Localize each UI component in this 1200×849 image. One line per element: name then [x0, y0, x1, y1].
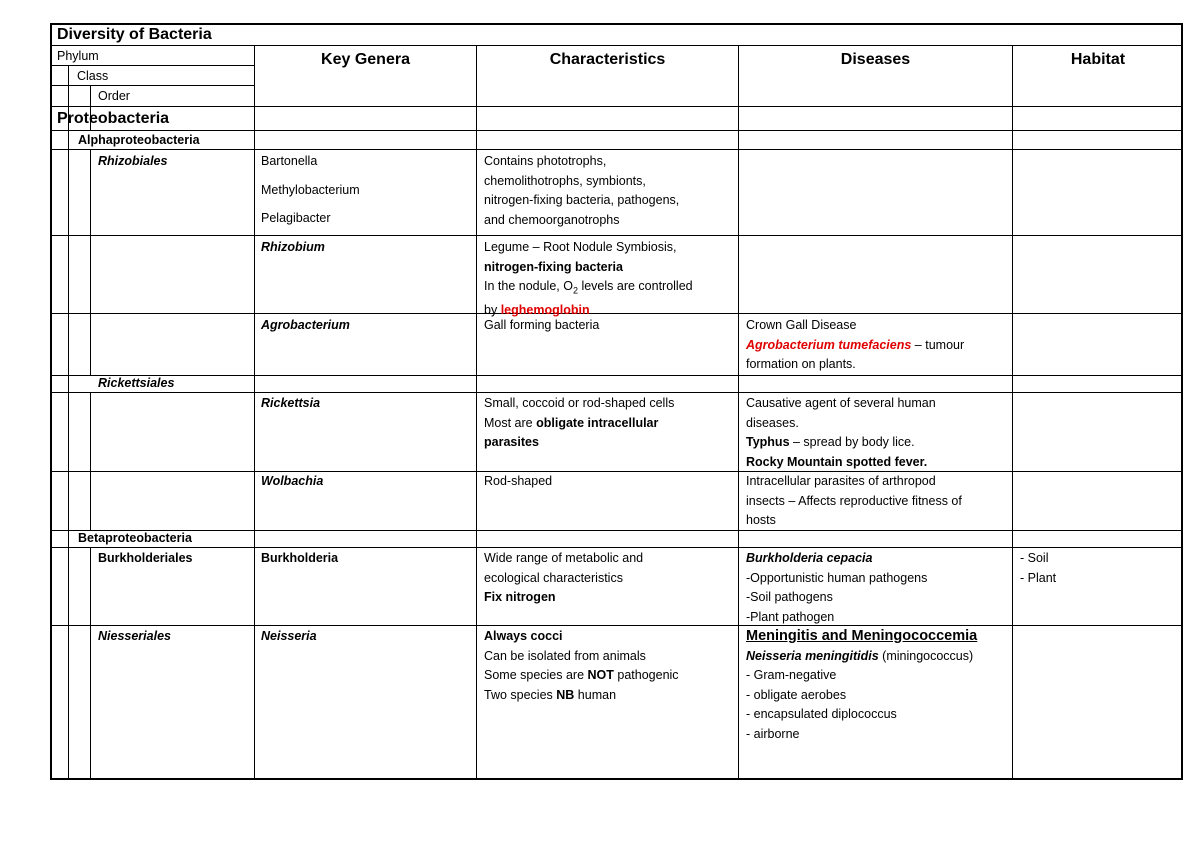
text-line: hosts	[746, 513, 776, 527]
text-line: diseases.	[746, 415, 799, 430]
disease-heading: Meningitis and Meningococcemia	[746, 628, 978, 644]
rule	[52, 106, 1183, 107]
rule	[52, 130, 1183, 131]
diseases-cell	[746, 472, 962, 531]
class-label: Betaproteobacteria	[78, 531, 192, 545]
text-line: ecological characteristics	[484, 570, 623, 585]
text-span: pathogenic	[613, 668, 679, 682]
text-span: levels are controlled	[577, 279, 693, 293]
class-label: Alphaproteobacteria	[78, 133, 200, 147]
rule	[52, 375, 1183, 376]
rule	[90, 392, 91, 531]
text-line: -Plant pathogen	[746, 609, 835, 624]
text-line: formation on plants.	[746, 357, 856, 371]
phylum-label: Proteobacteria	[57, 110, 170, 127]
text-span: NB	[556, 687, 575, 702]
characteristics-cell: Rod-shaped	[484, 474, 553, 488]
rule	[476, 45, 477, 780]
text-span: Two species	[484, 687, 557, 702]
text-line	[484, 686, 679, 706]
text-line: chemolithotrophs, symbionts,	[484, 173, 646, 188]
genus-name: Burkholderia	[261, 551, 339, 565]
text-line: and chemoorganotrophs	[484, 212, 620, 227]
text-line: Crown Gall Disease	[746, 318, 857, 332]
text-line: Small, coccoid or rod-shaped cells	[484, 396, 675, 410]
text-span: – tumour	[911, 337, 965, 352]
text-line: insects – Affects reproductive fitness of	[746, 493, 962, 508]
text-line: - airborne	[746, 726, 800, 741]
text-line: Fix nitrogen	[484, 590, 556, 604]
text-span: by	[484, 303, 501, 317]
order-label: Niesseriales	[98, 629, 171, 643]
rule	[90, 149, 91, 375]
text-line: - Gram-negative	[746, 668, 837, 682]
rule	[254, 45, 255, 780]
characteristics-cell	[484, 394, 674, 453]
text-line	[484, 666, 679, 686]
genus-name: Agrobacterium	[261, 318, 350, 332]
highlight-term: Agrobacterium tumefaciens	[746, 337, 912, 352]
text-line	[484, 277, 693, 301]
text-span: Typhus	[746, 435, 790, 449]
genus-name: Wolbachia	[261, 474, 324, 488]
header-characteristics: Characteristics	[549, 51, 666, 68]
header-habitat: Habitat	[1070, 51, 1126, 68]
order-label: Rickettsiales	[98, 376, 175, 390]
text-span: Most are	[484, 415, 537, 430]
diseases-cell	[746, 394, 936, 472]
text-line: nitrogen-fixing bacteria, pathogens,	[484, 193, 680, 207]
rule	[52, 235, 1183, 236]
rule	[52, 625, 1183, 626]
characteristics-cell	[484, 627, 679, 705]
rule	[52, 392, 1183, 393]
legend-phylum: Phylum	[57, 49, 99, 63]
text-line: -Soil pathogens	[746, 590, 833, 604]
text-line: Contains phototrophs,	[484, 154, 607, 168]
bacteria-table	[50, 23, 1183, 780]
diseases-cell	[746, 316, 964, 375]
order-label: Burkholderiales	[98, 551, 193, 565]
characteristics-cell	[484, 238, 693, 321]
characteristics-cell: Gall forming bacteria	[484, 318, 600, 332]
text-line: Intracellular parasites of arthropod	[746, 474, 936, 488]
legend-order: Order	[98, 89, 130, 103]
text-span: NOT	[587, 668, 614, 682]
genus-name: Pelagibacter	[261, 211, 331, 225]
rule	[52, 530, 1183, 531]
highlight-term: leghemoglobin	[500, 303, 590, 317]
text-line: - Soil	[1020, 551, 1049, 565]
text-span: Neisseria meningitidis	[746, 648, 879, 663]
genus-name: Methylobacterium	[261, 183, 360, 197]
text-line: Burkholderia cepacia	[746, 551, 873, 565]
text-span: In the nodule, O	[484, 279, 573, 293]
text-line: Always cocci	[484, 629, 563, 643]
text-line	[746, 647, 977, 667]
text-line: parasites	[484, 435, 539, 449]
text-span: Some species are	[484, 668, 588, 682]
rule	[90, 547, 91, 780]
rule	[68, 65, 69, 780]
rule	[52, 149, 1183, 150]
header-diseases: Diseases	[840, 51, 911, 68]
text-line	[484, 414, 674, 434]
text-line: Wide range of metabolic and	[484, 551, 644, 565]
genus-name: Neisseria	[261, 629, 317, 643]
text-line: - Plant	[1020, 570, 1057, 585]
text-line: Rocky Mountain spotted fever.	[746, 454, 928, 469]
text-line: - encapsulated diplococcus	[746, 707, 897, 721]
legend-class: Class	[77, 69, 109, 83]
table-title: Diversity of Bacteria	[57, 26, 212, 43]
rule	[52, 471, 1183, 472]
genus-name: Rhizobium	[261, 240, 325, 254]
text-span: (miningococcus)	[878, 648, 974, 663]
header-key-genera: Key Genera	[321, 51, 410, 68]
characteristics-cell	[484, 549, 643, 608]
characteristics-cell	[484, 152, 679, 230]
text-line: Can be isolated from animals	[484, 648, 646, 663]
text-line: -Opportunistic human pathogens	[746, 570, 928, 585]
text-line	[746, 336, 964, 356]
order-label: Rhizobiales	[98, 154, 168, 168]
text-line: Legume – Root Nodule Symbiosis,	[484, 240, 677, 254]
text-line: nitrogen-fixing bacteria	[484, 259, 623, 274]
text-span: – spread by body lice.	[789, 435, 915, 449]
text-line: - obligate aerobes	[746, 687, 847, 702]
text-line: Causative agent of several human	[746, 396, 936, 410]
text-line	[746, 433, 936, 453]
genus-name: Bartonella	[261, 154, 318, 168]
text-span: human	[574, 687, 617, 702]
diseases-cell	[746, 549, 927, 627]
diseases-cell	[746, 627, 977, 744]
subscript: 2	[572, 285, 578, 296]
rule	[1012, 45, 1013, 780]
rule	[52, 45, 1183, 46]
rule	[738, 45, 739, 780]
habitat-cell	[1020, 549, 1056, 588]
rule	[52, 547, 1183, 548]
genus-name: Rickettsia	[261, 396, 321, 410]
text-span: obligate intracellular	[536, 415, 659, 430]
